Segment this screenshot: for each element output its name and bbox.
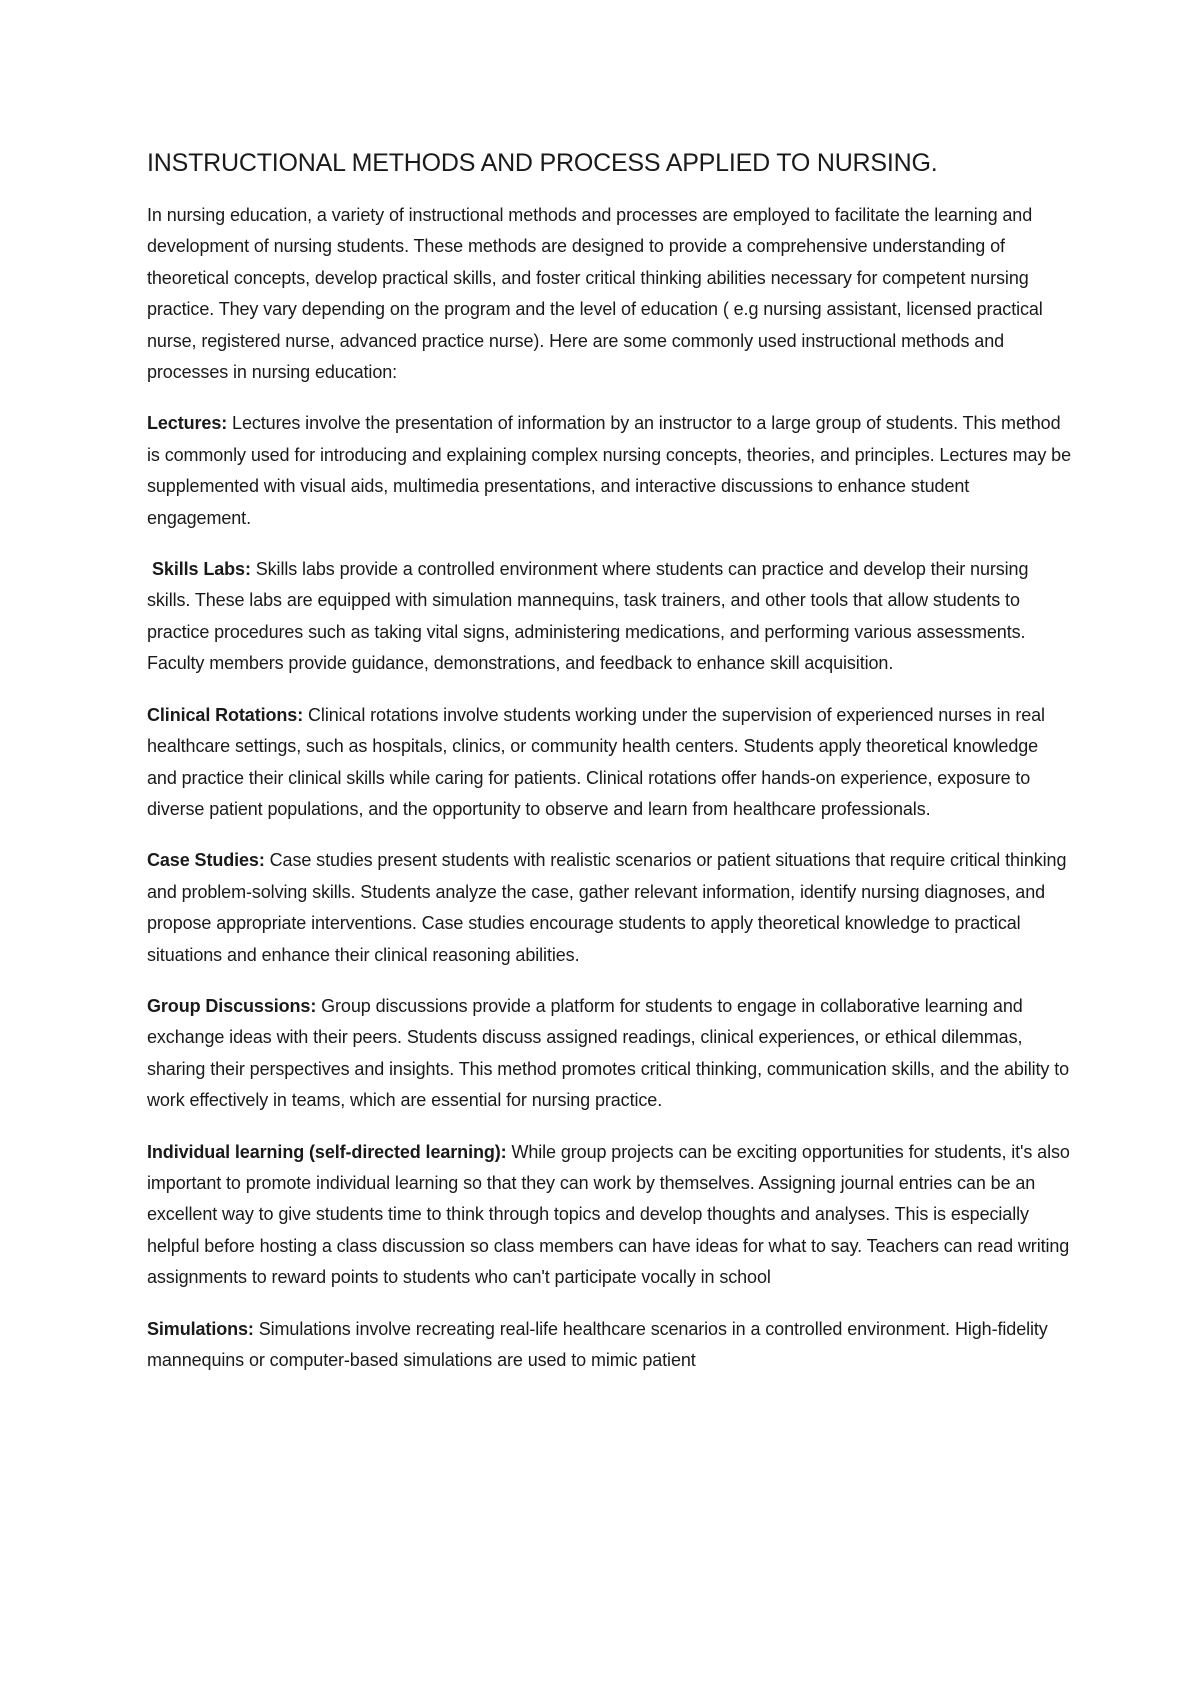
section-skills-labs [147,554,1072,680]
section-text: Simulations involve recreating real-life healthcare scenarios in a controlled environment. High-fidelity mannequins or computer-based simulations are used to mimic patient [147,1318,1048,1370]
intro-paragraph: In nursing education, a variety of instructional methods and processes are employed to facilitate the learning and development of nursing students. These methods are designed to provide a comprehensive understanding of theoretical concepts, develop practical skills, and foster critical thinking abilities necessary for competent nursing practice. They vary depending on the program and the level of education ( e.g nursing assistant, licensed practical nurse, registered nurse, advanced practice nurse). Here are some commonly used instructional methods and processes in nursing education: [147,205,1043,383]
section-group-discussions [147,991,1072,1117]
section-term: Lectures: [147,413,228,434]
section-text: Skills labs provide a controlled environment where students can practice and develop their nursing skills. These labs are equipped with simulation mannequins, task trainers, and other tools that allow students to practice procedures such as taking vital signs, administering medications, and performing various assessments. Faculty members provide guidance, demonstrations, and feedback to enhance skill acquisition. [147,559,1029,674]
section-text: Clinical rotations involve students working under the supervision of experienced nurses in real healthcare settings, such as hospitals, clinics, or community health centers. Students apply theoretical knowledge and practice their clinical skills while caring for patients. Clinical rotations offer hands-on experience, exposure to diverse patient populations, and the opportunity to observe and learn from healthcare professionals. [147,704,1045,819]
section-term: Simulations: [147,1318,254,1339]
section-clinical-rotations [147,700,1072,826]
section-term: Group Discussions: [147,995,317,1016]
document-page [147,146,1072,1396]
section-individual-learning [147,1137,1072,1294]
document-title: INSTRUCTIONAL METHODS AND PROCESS APPLIED TO NURSING. [147,149,938,177]
section-text: Case studies present students with realistic scenarios or patient situations that require critical thinking and problem-solving skills. Students analyze the case, gather relevant information, identify nursing diagnoses, and propose appropriate interventions. Case studies encourage students to apply theoretical knowledge to practical situations and enhance their clinical reasoning abilities. [147,850,1067,965]
section-term: Individual learning (self-directed learning): [147,1141,507,1162]
section-term: Case Studies: [147,850,265,871]
section-text: While group projects can be exciting opportunities for students, it's also important to promote individual learning so that they can work by themselves. Assigning journal entries can be an excellent way to give students time to think through topics and develop thoughts and analyses. This is especially helpful before hosting a class discussion so class members can have ideas for what to say. Teachers can read writing assignments to reward points to students who can't participate vocally in school [147,1141,1070,1288]
section-term: Skills Labs: [152,559,251,580]
section-term: Clinical Rotations: [147,704,304,725]
section-text: Group discussions provide a platform for students to engage in collaborative learning and exchange ideas with their peers. Students discuss assigned readings, clinical experiences, or ethical dilemmas, sharing their perspectives and insights. This method promotes critical thinking, communication skills, and the ability to work effectively in teams, which are essential for nursing practice. [147,995,1070,1111]
section-case-studies [147,845,1072,971]
section-simulations [147,1314,1072,1377]
section-lectures [147,408,1072,534]
section-text: Lectures involve the presentation of information by an instructor to a large group of students. This method is commonly used for introducing and explaining complex nursing concepts, theories, and principles. Lectures may be supplemented with visual aids, multimedia presentations, and interactive discussions to enhance student engagement. [147,413,1072,528]
